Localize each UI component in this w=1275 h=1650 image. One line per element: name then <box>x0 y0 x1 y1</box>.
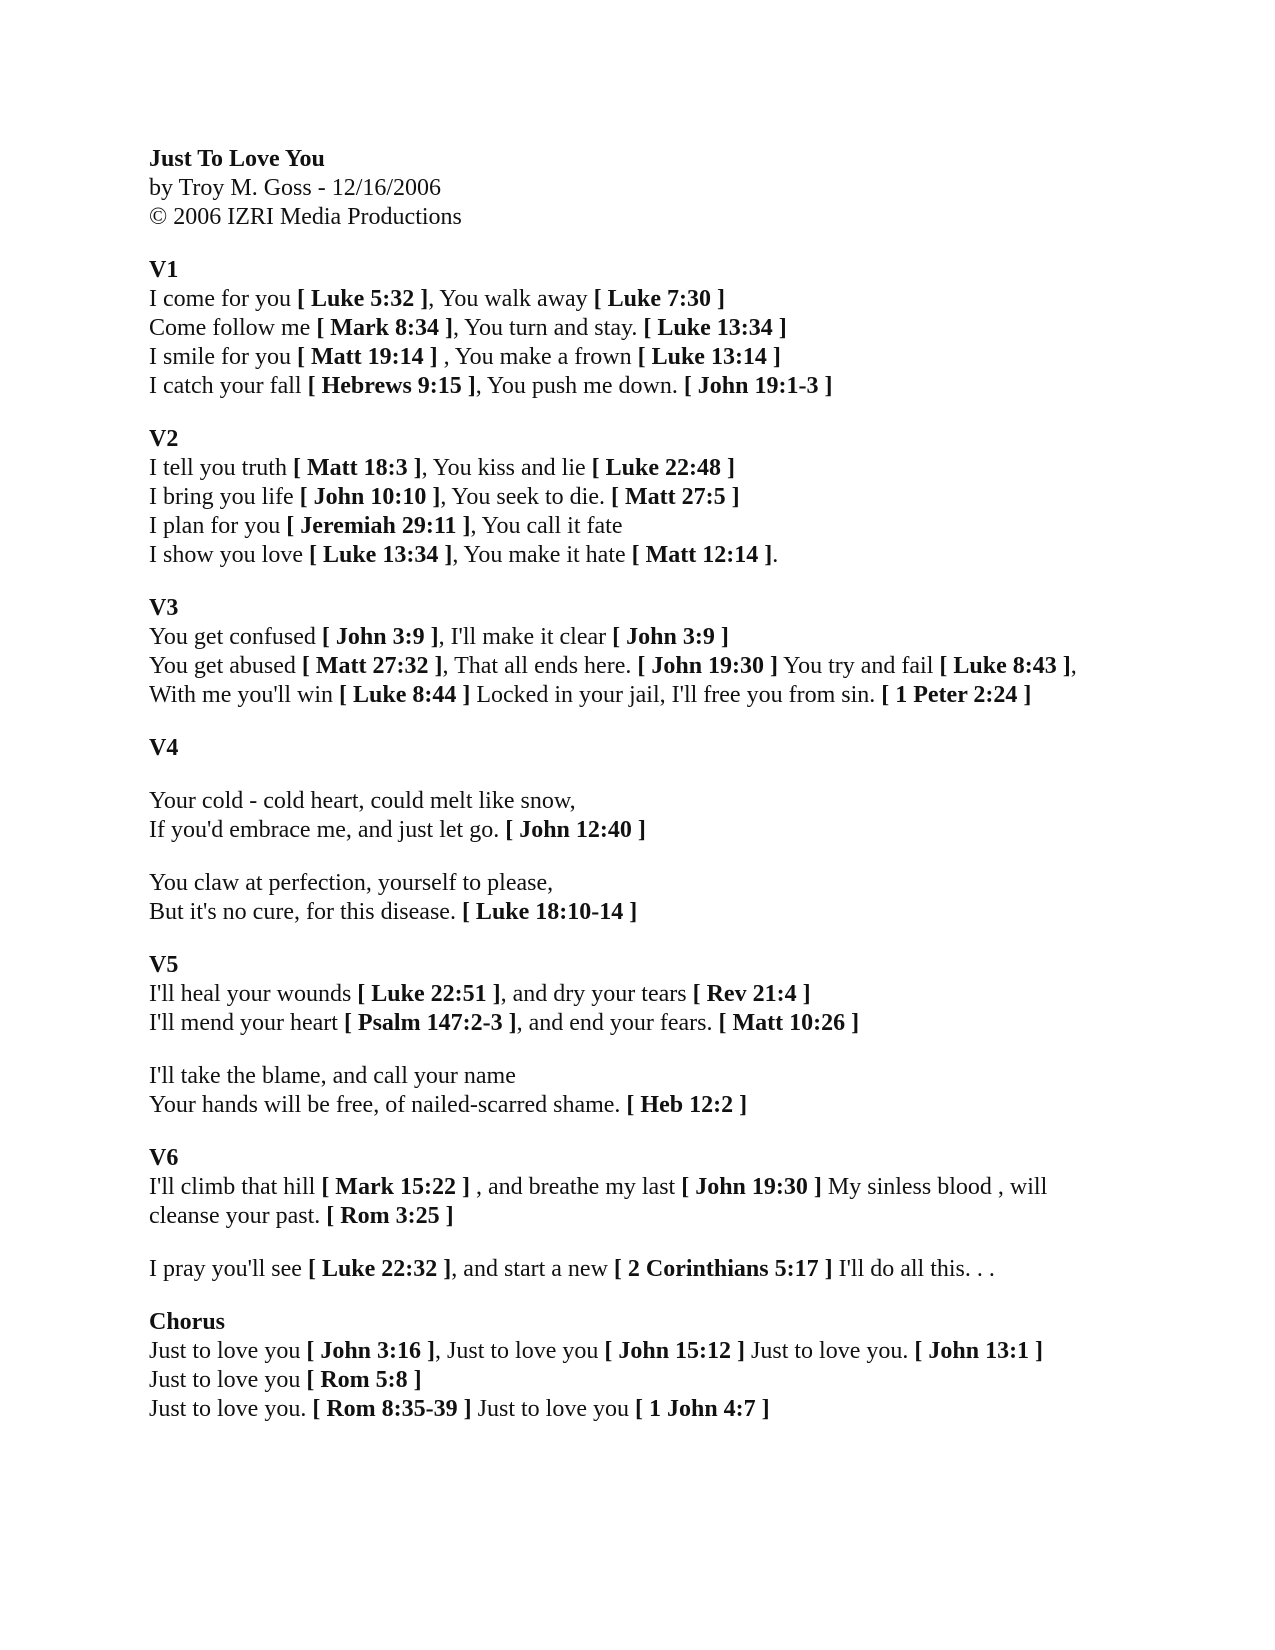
lyric-line <box>149 652 1159 681</box>
lyric-text: I pray you'll see <box>149 1256 308 1282</box>
scripture-reference: [ John 19:30 ] <box>681 1174 822 1200</box>
scripture-reference: [ John 3:9 ] <box>612 624 729 650</box>
section-heading: V4 <box>149 735 179 761</box>
stanza-spacer <box>149 1231 1159 1255</box>
verse-section <box>149 1308 1159 1424</box>
lyric-text: You try and fail <box>778 653 940 679</box>
lyric-text: Just to love you <box>471 1396 635 1422</box>
scripture-reference: [ John 15:12 ] <box>604 1338 746 1364</box>
scripture-reference: [ Matt 18:3 ] <box>292 455 422 481</box>
lyric-text: , You turn and stay. <box>452 315 644 341</box>
lyric-text: , You make it hate <box>452 542 632 568</box>
scripture-reference: [ Luke 22:51 ] <box>357 981 501 1007</box>
lyric-text: You claw at perfection, yourself to please, <box>149 870 554 896</box>
lyric-text: Just to love you <box>149 1338 307 1364</box>
scripture-reference: [ Matt 12:14 ] <box>631 542 773 568</box>
lyric-line <box>149 898 1159 927</box>
lyric-line <box>149 681 1159 710</box>
scripture-reference: [ Matt 27:5 ] <box>610 484 740 510</box>
lyric-text: Just to love you. <box>745 1338 915 1364</box>
lyrics-document <box>149 145 1159 1424</box>
scripture-reference: [ Hebrews 9:15 ] <box>307 373 476 399</box>
lyric-text: , You make a frown <box>437 344 638 370</box>
lyric-text: If you'd embrace me, and just let go. <box>149 817 506 843</box>
lyric-text: , You push me down. <box>475 373 684 399</box>
lyric-text: I show you love <box>149 542 309 568</box>
scripture-reference: [ John 3:9 ] <box>321 624 439 650</box>
scripture-reference: [ John 19:30 ] <box>637 653 779 679</box>
lyric-text: I'll climb that hill <box>149 1174 322 1200</box>
scripture-reference: [ Luke 13:34 ] <box>308 542 453 568</box>
lyric-text: , You walk away <box>428 286 594 312</box>
scripture-reference: [ 1 John 4:7 ] <box>634 1396 770 1422</box>
lyric-text: , and end your fears. <box>516 1010 719 1036</box>
scripture-reference: [ Mark 15:22 ] <box>321 1174 470 1200</box>
section-heading: Chorus <box>149 1309 226 1335</box>
verse-section <box>149 1144 1159 1284</box>
lyric-text: Your cold - cold heart, could melt like snow, <box>149 788 576 814</box>
lyric-text: With me you'll win <box>149 682 340 708</box>
lyric-text: Come follow me <box>149 315 317 341</box>
lyric-text: I tell you truth <box>149 455 293 481</box>
scripture-reference: [ John 12:40 ] <box>505 817 646 843</box>
lyric-line <box>149 1062 1159 1091</box>
verse-section <box>149 734 1159 927</box>
lyric-line <box>149 1395 1159 1424</box>
lyric-text: , You seek to die. <box>440 484 611 510</box>
lyric-text: You get confused <box>149 624 322 650</box>
scripture-reference: [ 1 Peter 2:24 ] <box>881 682 1032 708</box>
lyric-line <box>149 869 1159 898</box>
lyric-text: I'll heal your wounds <box>149 981 358 1007</box>
scripture-reference: [ Psalm 147:2-3 ] <box>343 1010 517 1036</box>
scripture-reference: [ Matt 10:26 ] <box>718 1010 860 1036</box>
lyric-text: I plan for you <box>149 513 287 539</box>
lyric-line <box>149 285 1159 314</box>
lyric-text: But it's no cure, for this disease. <box>149 899 462 925</box>
lyric-line <box>149 1337 1159 1366</box>
scripture-reference: [ Matt 19:14 ] <box>296 344 438 370</box>
lyric-text: I smile for you <box>149 344 297 370</box>
lyric-line <box>149 454 1159 483</box>
stanza-spacer <box>149 1038 1159 1062</box>
song-title: Just To Love You <box>149 146 325 172</box>
lyrics-sections <box>149 256 1159 1424</box>
lyric-line <box>149 483 1159 512</box>
lyric-text: cleanse your past. <box>149 1203 327 1229</box>
lyric-text: , That all ends here. <box>442 653 638 679</box>
lyric-text: I come for you <box>149 286 297 312</box>
lyric-text: . <box>772 542 779 568</box>
scripture-reference: [ Heb 12:2 ] <box>626 1092 748 1118</box>
stanza-spacer <box>149 763 1159 787</box>
verse-section <box>149 425 1159 570</box>
lyric-text: , and start a new <box>451 1256 614 1282</box>
scripture-reference: [ John 13:1 ] <box>914 1338 1044 1364</box>
lyric-text: , Just to love you <box>435 1338 605 1364</box>
scripture-reference: [ 2 Corinthians 5:17 ] <box>613 1256 833 1282</box>
lyric-line <box>149 623 1159 652</box>
scripture-reference: [ John 10:10 ] <box>299 484 441 510</box>
stanza-spacer <box>149 845 1159 869</box>
verse-section <box>149 951 1159 1120</box>
lyric-text: , You call it fate <box>470 513 623 539</box>
lyric-line <box>149 1366 1159 1395</box>
lyric-line <box>149 512 1159 541</box>
lyric-line <box>149 980 1159 1009</box>
lyric-line <box>149 541 1159 570</box>
lyric-text: Your hands will be free, of nailed-scarred shame. <box>149 1092 627 1118</box>
section-heading: V1 <box>149 257 179 283</box>
lyric-line <box>149 1091 1159 1120</box>
lyric-text: , and dry your tears <box>500 981 693 1007</box>
lyric-text: , I'll make it clear <box>438 624 613 650</box>
scripture-reference: [ Luke 8:43 ] <box>939 653 1071 679</box>
verse-section <box>149 594 1159 710</box>
section-heading: V3 <box>149 595 179 621</box>
lyric-line <box>149 816 1159 845</box>
lyric-text: Just to love you. <box>149 1396 313 1422</box>
scripture-reference: [ Rev 21:4 ] <box>692 981 811 1007</box>
scripture-reference: [ John 19:1-3 ] <box>683 373 833 399</box>
lyric-text: I'll do all this. . . <box>832 1256 995 1282</box>
scripture-reference: [ Luke 13:14 ] <box>637 344 781 370</box>
scripture-reference: [ Luke 22:32 ] <box>307 1256 452 1282</box>
scripture-reference: [ Luke 22:48 ] <box>591 455 735 481</box>
lyric-text: , <box>1070 653 1077 679</box>
lyric-line <box>149 314 1159 343</box>
lyric-text: You get abused <box>149 653 302 679</box>
scripture-reference: [ Rom 5:8 ] <box>306 1367 422 1393</box>
scripture-reference: [ Jeremiah 29:11 ] <box>286 513 471 539</box>
lyric-text: , and breathe my last <box>469 1174 682 1200</box>
scripture-reference: [ Luke 13:34 ] <box>643 315 787 341</box>
lyric-text: I'll mend your heart <box>149 1010 344 1036</box>
scripture-reference: [ Luke 18:10-14 ] <box>461 899 638 925</box>
section-heading: V2 <box>149 426 179 452</box>
lyric-text: I'll take the blame, and call your name <box>149 1063 516 1089</box>
lyric-text: I catch your fall <box>149 373 308 399</box>
lyric-line <box>149 343 1159 372</box>
lyric-text: I bring you life <box>149 484 300 510</box>
verse-section <box>149 256 1159 401</box>
lyric-line <box>149 372 1159 401</box>
lyric-text: , You kiss and lie <box>421 455 592 481</box>
lyric-text: My sinless blood , will <box>821 1174 1048 1200</box>
scripture-reference: [ Mark 8:34 ] <box>316 315 453 341</box>
lyric-text: Just to love you <box>149 1367 307 1393</box>
scripture-reference: [ Rom 8:35-39 ] <box>312 1396 472 1422</box>
scripture-reference: [ Rom 3:25 ] <box>326 1203 454 1229</box>
section-heading: V5 <box>149 952 179 978</box>
lyric-line <box>149 1202 1159 1231</box>
lyric-line <box>149 787 1159 816</box>
lyric-text: Locked in your jail, I'll free you from sin. <box>470 682 882 708</box>
copyright-notice: © 2006 IZRI Media Productions <box>149 204 462 230</box>
scripture-reference: [ Luke 7:30 ] <box>593 286 725 312</box>
section-heading: V6 <box>149 1145 179 1171</box>
byline: by Troy M. Goss - 12/16/2006 <box>149 175 442 201</box>
lyric-line <box>149 1173 1159 1202</box>
scripture-reference: [ John 3:16 ] <box>306 1338 436 1364</box>
scripture-reference: [ Luke 8:44 ] <box>339 682 471 708</box>
scripture-reference: [ Luke 5:32 ] <box>296 286 429 312</box>
scripture-reference: [ Matt 27:32 ] <box>301 653 443 679</box>
lyric-line <box>149 1255 1159 1284</box>
lyric-line <box>149 1009 1159 1038</box>
